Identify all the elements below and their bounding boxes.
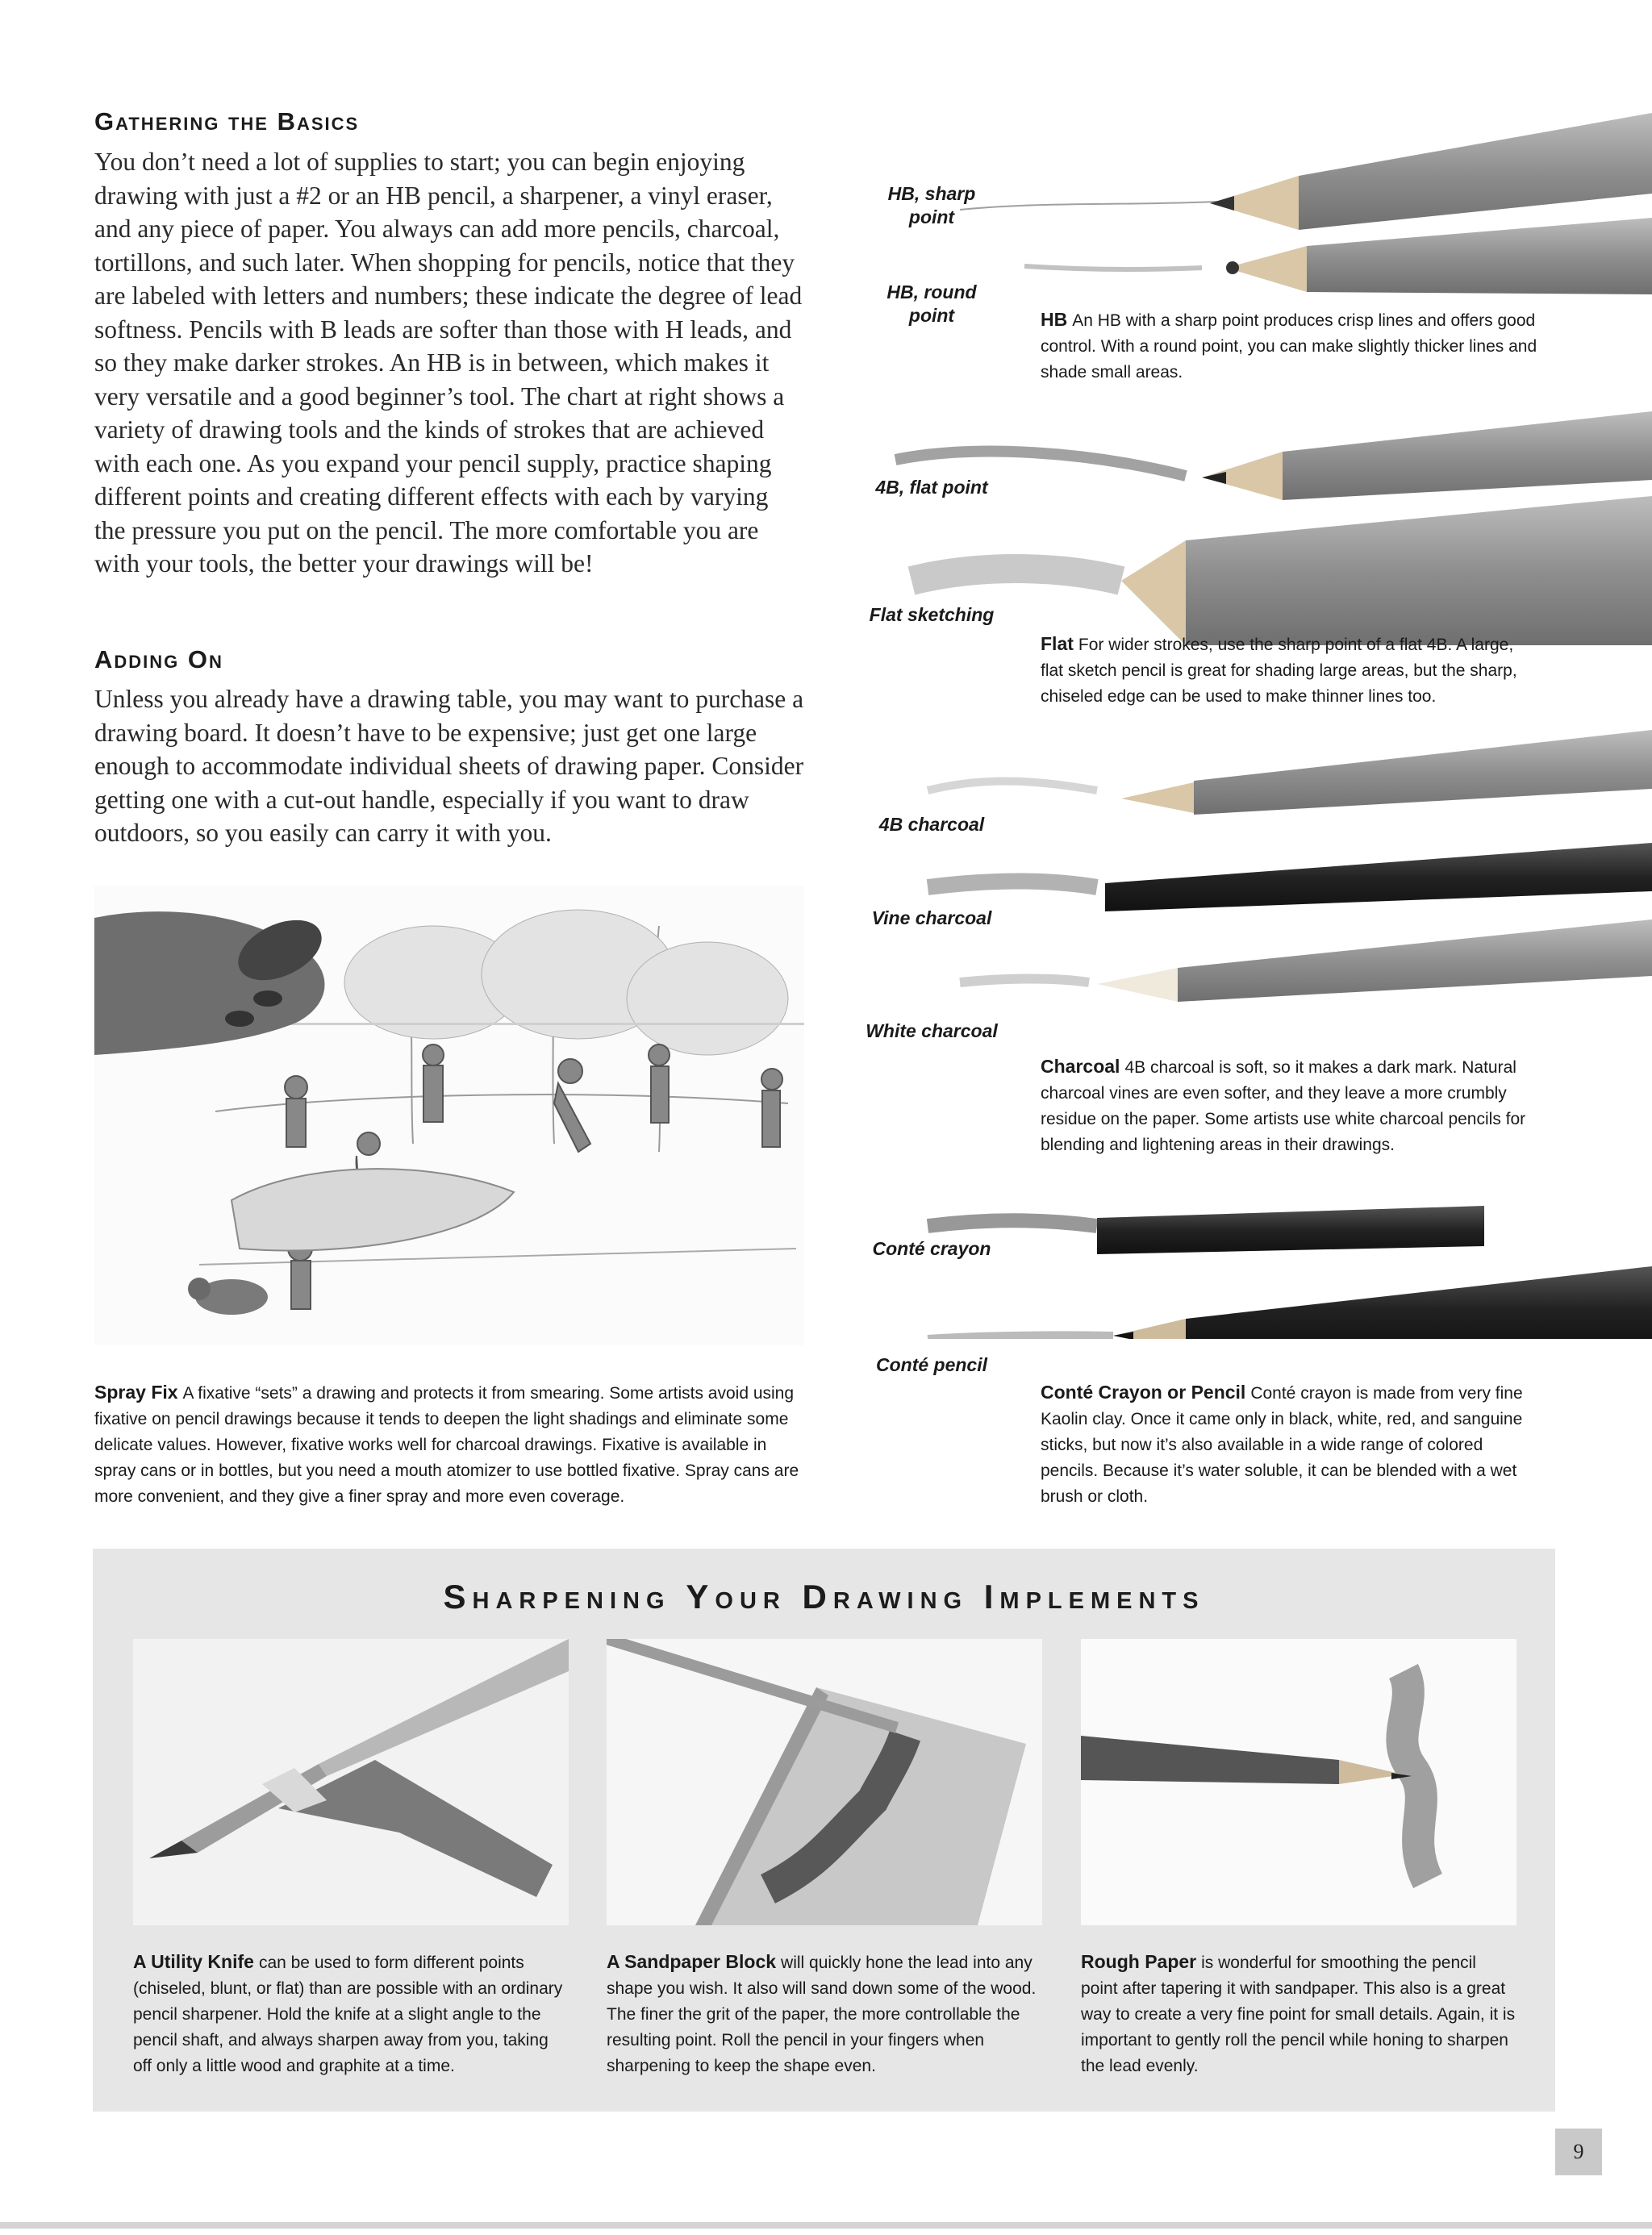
tool-label-hb-round: HB, round point (886, 281, 977, 326)
caption-hb (1041, 306, 1541, 386)
caption-rough-paper-text: is wonderful for smoothing the pencil point after tapering it with sandpaper. This also is a great way to create a very fine point for small details. Again, it is important to gently roll the pencil while honing to sharpen the lead evenly. (1081, 1954, 1516, 2075)
caption-conte (1041, 1379, 1541, 1510)
sandpaper-block-photo (607, 1639, 1042, 1925)
conte-crayon-stick (1097, 1206, 1484, 1254)
rough-paper-photo (1081, 1639, 1516, 1925)
tool-label-white-charcoal: White charcoal (866, 1020, 998, 1041)
spray-fix-illustration (94, 886, 804, 1345)
caption-spray-fix (94, 1379, 804, 1510)
utility-knife-photo (133, 1639, 569, 1925)
sandpaper-block-image (607, 1639, 1042, 1925)
sharpening-sidebar (93, 1549, 1555, 2112)
caption-sandpaper-block (607, 1949, 1042, 2079)
tool-label-4b-charcoal: 4B charcoal (878, 814, 985, 835)
caption-conte-title: Conté Crayon or Pencil (1041, 1382, 1246, 1403)
caption-hb-text: An HB with a sharp point produces crisp lines and offers good control. With a round point, you can make slightly thicker lines and shade small areas. (1041, 311, 1537, 382)
page-number: 9 (1555, 2129, 1602, 2175)
caption-utility-knife (133, 1949, 569, 2079)
caption-spray-fix-title: Spray Fix (94, 1382, 178, 1403)
caption-rough-paper (1081, 1949, 1516, 2079)
caption-conte-text: Conté crayon is made from very fine Kaolin clay. Once it came only in black, white, red, and sanguine sticks, but now it’s also available in a wide range of colored pencils. Because it’s water soluble, it can be blended with a wet brush or cloth. (1041, 1384, 1523, 1506)
caption-sandpaper-block-text: will quickly hone the lead into any shape you wish. It also will sand down some of the wood. The finer the grit of the paper, the more controllable the resulting point. Roll the pencil in your fingers when sharpening to keep the shape even. (607, 1954, 1037, 2075)
page-bottom-rule (0, 2222, 1652, 2229)
rough-paper-image (1081, 1639, 1516, 1925)
vine-charcoal-stick (1105, 843, 1652, 911)
caption-flat-title: Flat (1041, 633, 1074, 654)
tool-label-hb-sharp: HB, sharp point (887, 183, 976, 227)
caption-spray-fix-text: A fixative “sets” a drawing and protects it from smearing. Some artists avoid using fixative on pencil drawings because it tends to deepen the light shadings and eliminate some delicate values. However, fixative works well for charcoal drawings. Fixative is available in spray cans or in bottles, but you need a mouth atomizer to use bottled fixative. Spray cans are more convenient, and they give a finer spray and more even coverage. (94, 1384, 799, 1506)
caption-charcoal-title: Charcoal (1041, 1056, 1120, 1077)
caption-utility-knife-text: can be used to form different points (chiseled, blunt, or flat) than are possible with an ordinary pencil sharpener. Hold the knife at a slight angle to the pencil shaft, and always sharpen away from you, taking off only a little wood and graphite at a time. (133, 1954, 563, 2075)
section-heading-gathering: Gathering the Basics (94, 107, 360, 136)
tool-label-conte-pencil: Conté pencil (875, 1354, 987, 1375)
tool-label-4b-flat: 4B, flat point (875, 477, 988, 498)
pencil-hb-sharp-body (1299, 113, 1652, 230)
sharpening-title: Sharpening Your Drawing Implements (443, 1578, 1205, 1616)
utility-knife-image (133, 1639, 569, 1925)
tool-label-flat-sketching: Flat sketching (869, 604, 995, 625)
caption-charcoal-text: 4B charcoal is soft, so it makes a dark mark. Natural charcoal vines are even softer, and they leave a more crumbly residue on the paper. Some artists use white charcoal pencils for blending and lightening areas in their drawings. (1041, 1058, 1526, 1154)
caption-rough-paper-title: Rough Paper (1081, 1951, 1197, 1972)
tool-label-vine-charcoal: Vine charcoal (871, 907, 992, 928)
section-heading-adding: Adding On (94, 645, 223, 673)
tool-label-conte-crayon: Conté crayon (872, 1238, 991, 1259)
caption-utility-knife-title: A Utility Knife (133, 1951, 254, 1972)
caption-charcoal (1041, 1053, 1541, 1158)
adding-paragraph: Unless you already have a drawing table, you may want to purchase a drawing board. It doesn’t have to be expensive; just get one large enough to accommodate individual sheets of drawing paper. Consider getting one with a cut-out handle, especially if you want to draw outdoors, so you easily can carry it with you. (94, 685, 804, 847)
sketch-scene-image (94, 886, 804, 1345)
caption-sandpaper-block-title: A Sandpaper Block (607, 1951, 777, 1972)
caption-flat (1041, 631, 1541, 710)
caption-hb-title: HB (1041, 309, 1068, 330)
caption-flat-text: For wider strokes, use the sharp point of a flat 4B. A large, flat sketch pencil is great for shading large areas, but the sharp, chiseled edge can be used to make thinner lines too. (1041, 636, 1517, 706)
gathering-paragraph: You don’t need a lot of supplies to start; you can begin enjoying drawing with just a #2 or an HB pencil, a sharpener, a vinyl eraser, and any piece of paper. You always can add more pencils, charcoal, tortillons, and such later. When shopping for pencils, notice that they are labeled with letters and numbers; these indicate the degree of lead softness. Pencils with B leads are softer than those with H leads, and so they make darker strokes. An HB is in between, which makes it very versatile and a good beginner’s tool. The chart at right shows a variety of drawing tools and the kinds of strokes that are achieved with each one. As you expand your pencil supply, practice shaping different points and creating different effects with each by varying the pressure you put on the pencil. The more comfortable you are with your tools, the better your drawings will be! (94, 148, 803, 578)
